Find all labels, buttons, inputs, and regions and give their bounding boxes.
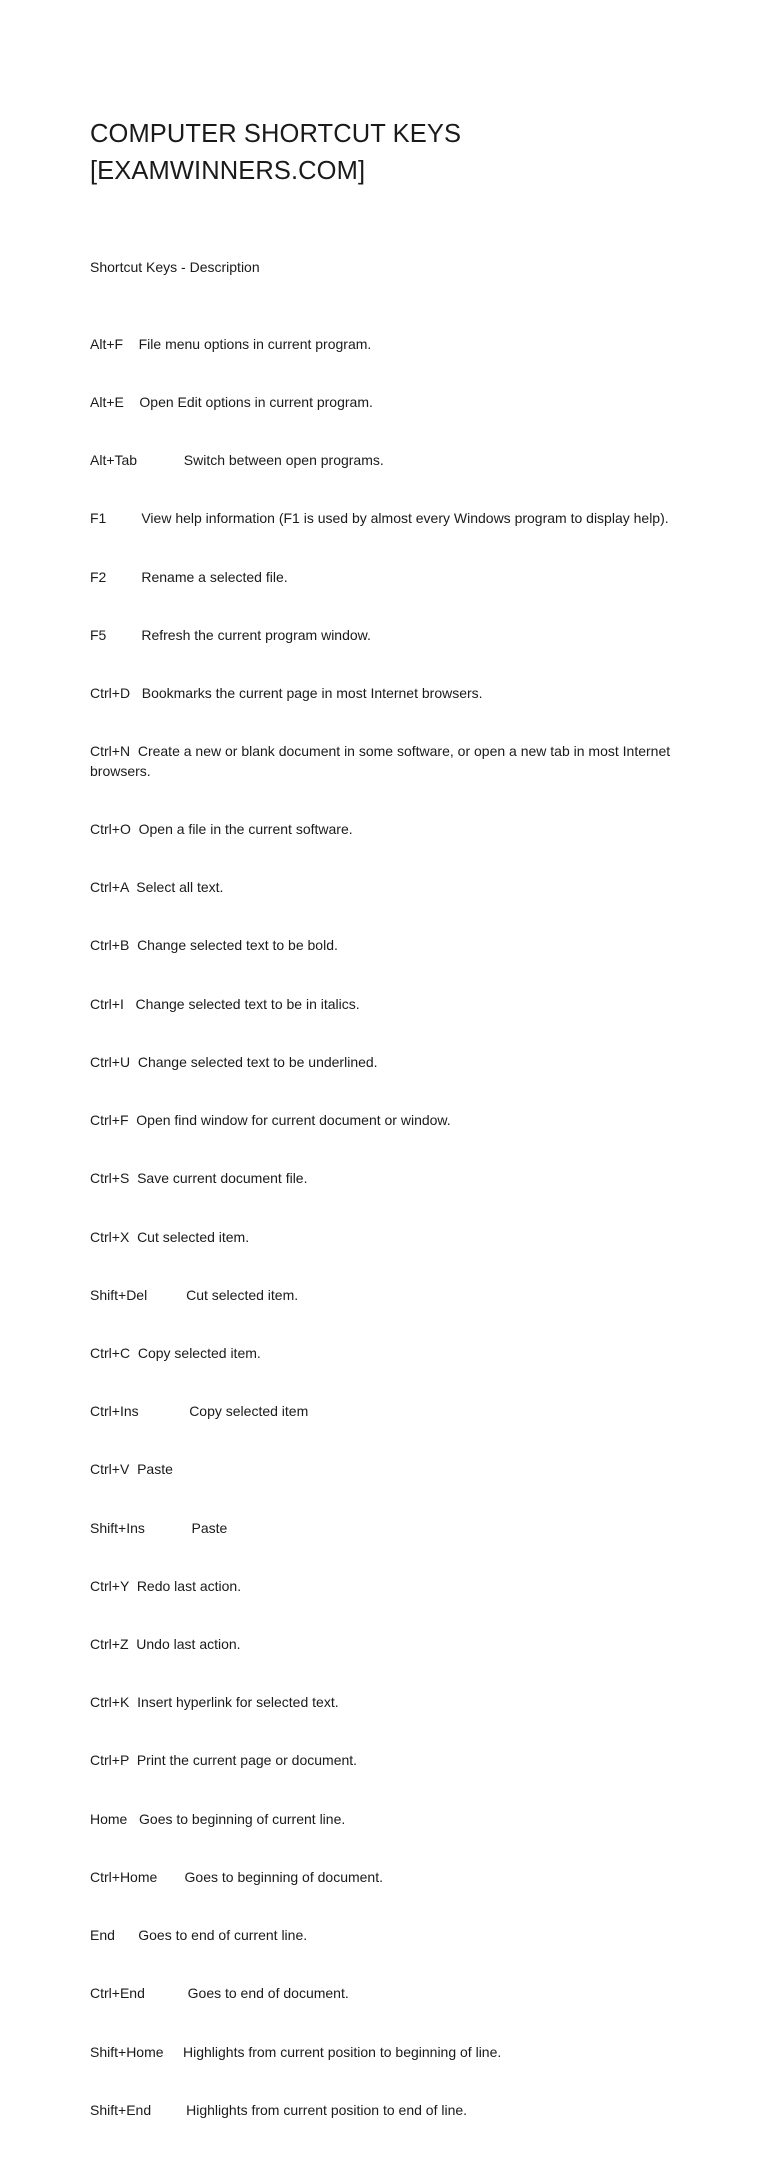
shortcut-line: Ctrl+Ins Copy selected item: [90, 1403, 309, 1420]
shortcut-line: Ctrl+F Open find window for current document or window.: [90, 1112, 451, 1129]
shortcut-line: Ctrl+P Print the current page or document.: [90, 1752, 358, 1769]
shortcut-line: F2 Rename a selected file.: [90, 568, 288, 585]
shortcut-line: Ctrl+O Open a file in the current software.: [90, 820, 353, 837]
shortcut-line: Ctrl+End Goes to end of document.: [90, 1985, 349, 2002]
shortcut-line: Shift+End Highlights from current position to end of line.: [90, 2101, 468, 2118]
shortcut-line: Alt+F File menu options in current program.: [90, 335, 372, 352]
shortcut-line: Ctrl+Y Redo last action.: [90, 1577, 242, 1594]
shortcut-line: Ctrl+D Bookmarks the current page in most Internet browsers.: [90, 685, 483, 702]
shortcut-line: Ctrl+V Paste: [90, 1461, 173, 1478]
shortcut-line: End Goes to end of current line.: [90, 1927, 308, 1944]
shortcut-line: Shift+Ins Paste: [90, 1519, 228, 1536]
shortcut-line: Ctrl+X Cut selected item.: [90, 1228, 250, 1245]
shortcut-line: Shift+Del Cut selected item.: [90, 1286, 299, 1303]
shortcut-line: Ctrl+S Save current document file.: [90, 1170, 308, 1187]
shortcut-line: Ctrl+N Create a new or blank document in some software, or open a new tab in most Internet browsers.: [90, 743, 675, 779]
shortcut-list: [90, 296, 680, 2159]
shortcut-line: Ctrl+U Change selected text to be underlined.: [90, 1053, 378, 1070]
shortcut-line: Home Goes to beginning of current line.: [90, 1810, 346, 1827]
shortcut-line: Alt+Tab Switch between open programs.: [90, 452, 384, 469]
shortcut-line: Shift+Home Highlights from current position to beginning of line.: [90, 2043, 502, 2060]
title-line-2: [EXAMWINNERS.COM]: [90, 157, 366, 185]
document-title: [90, 116, 710, 190]
shortcut-line: Ctrl+B Change selected text to be bold.: [90, 937, 338, 954]
shortcut-line: Ctrl+A Select all text.: [90, 879, 224, 896]
shortcut-line: F5 Refresh the current program window.: [90, 626, 371, 643]
shortcut-line: Alt+E Open Edit options in current program.: [90, 394, 373, 411]
shortcut-line: Ctrl+Z Undo last action.: [90, 1636, 241, 1653]
shortcut-line: Ctrl+C Copy selected item.: [90, 1344, 261, 1361]
shortcut-line: F1 View help information (F1 is used by almost every Windows program to display help).: [90, 510, 669, 527]
shortcut-line: Ctrl+I Change selected text to be in italics.: [90, 995, 360, 1012]
shortcut-line: Ctrl+K Insert hyperlink for selected text.: [90, 1694, 339, 1711]
shortcut-line: Ctrl+Home Goes to beginning of document.: [90, 1868, 383, 1885]
section-heading: Shortcut Keys - Description: [90, 259, 260, 275]
title-line-1: COMPUTER SHORTCUT KEYS: [90, 120, 462, 148]
